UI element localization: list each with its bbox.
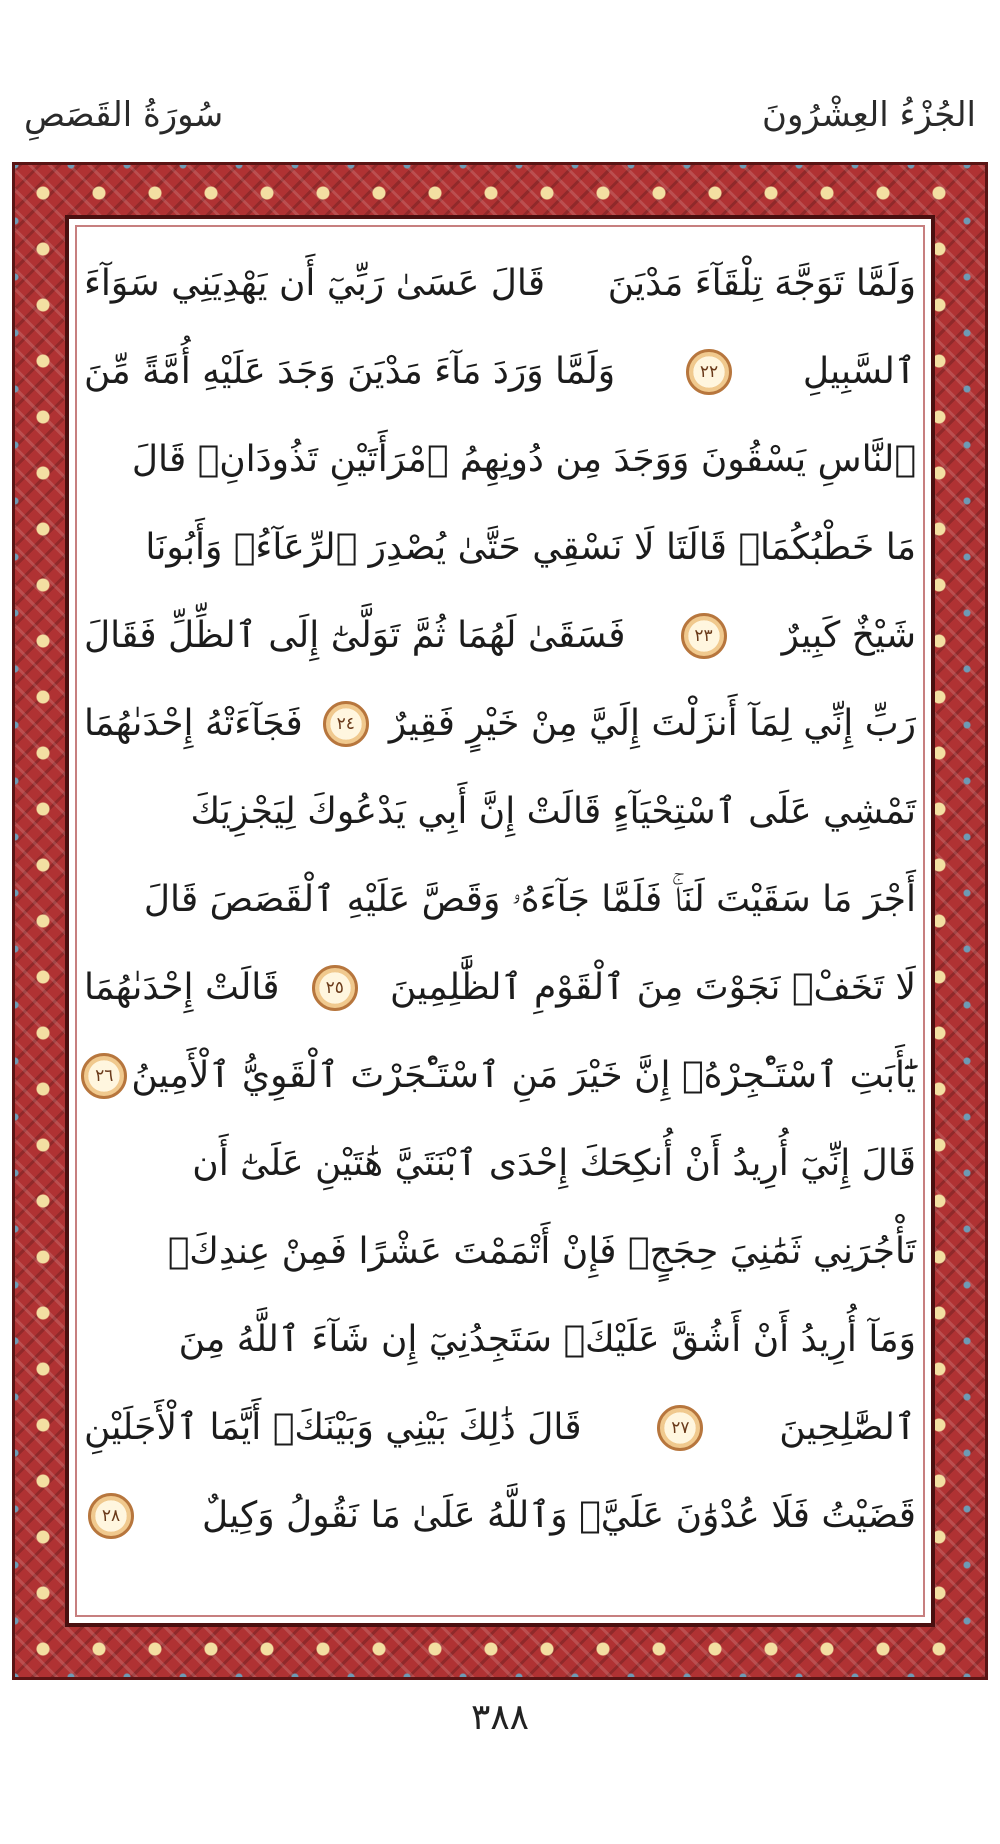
text-line-4 bbox=[84, 504, 916, 592]
text-segment: وَلَمَّا وَرَدَ مَآءَ مَدْيَنَ وَجَدَ عَلَيْهِ أُمَّةً مِّنَ bbox=[84, 351, 616, 392]
text-segment: قَضَيْتُ فَلَا عُدْوَٰنَ عَلَيَّۖ وَٱللَّهُ عَلَىٰ مَا نَقُولُ وَكِيلٌ bbox=[201, 1495, 916, 1536]
text-segment: قَالَتْ إِحْدَىٰهُمَا bbox=[84, 967, 280, 1008]
text-segment: يَٰٓأَبَتِ ٱسْتَـْٔجِرْهُۖ إِنَّ خَيْرَ مَنِ ٱسْتَـْٔجَرْتَ ٱلْقَوِيُّ ٱلْأَمِينُ bbox=[131, 1055, 916, 1096]
text-segment: وَلَمَّا تَوَجَّهَ تِلْقَآءَ مَدْيَنَ bbox=[607, 263, 916, 304]
text-segment: ٱلسَّبِيلِ bbox=[802, 351, 916, 392]
text-line-7 bbox=[84, 768, 916, 856]
verse-number-marker: ٢٨ bbox=[88, 1493, 134, 1539]
page-header bbox=[0, 0, 1000, 160]
verse-number-marker: ٢٧ bbox=[657, 1405, 703, 1451]
verse-number-marker: ٢٤ bbox=[323, 701, 369, 747]
text-segment: فَسَقَىٰ لَهُمَا ثُمَّ تَوَلَّىٰٓ إِلَى ٱلظِّلِّ فَقَالَ bbox=[84, 615, 626, 656]
text-line-13 bbox=[84, 1296, 916, 1384]
text-segment: ٱلصَّٰلِحِينَ bbox=[779, 1407, 916, 1448]
juz-title: الجُزْءُ العِشْرُونَ bbox=[762, 95, 976, 135]
text-line-12 bbox=[84, 1208, 916, 1296]
text-segment: مَا خَطْبُكُمَاۖ قَالَتَا لَا نَسْقِي حَتَّىٰ يُصْدِرَ ٱلرِّعَآءُۖ وَأَبُونَا bbox=[145, 527, 916, 568]
text-line-5 bbox=[84, 592, 916, 680]
text-line-3 bbox=[84, 416, 916, 504]
surah-title: سُورَةُ القَصَصِ bbox=[24, 95, 224, 135]
text-segment: رَبِّ إِنِّي لِمَآ أَنزَلْتَ إِلَيَّ مِنْ خَيْرٍ فَقِيرٌ bbox=[388, 703, 916, 744]
text-segment: وَمَآ أُرِيدُ أَنْ أَشُقَّ عَلَيْكَۚ سَتَجِدُنِيٓ إِن شَآءَ ٱللَّهُ مِنَ bbox=[178, 1319, 916, 1360]
text-segment: ٱلنَّاسِ يَسْقُونَ وَوَجَدَ مِن دُونِهِمُ ٱمْرَأَتَيْنِ تَذُودَانِۖ قَالَ bbox=[131, 439, 916, 480]
text-segment: لَا تَخَفْۖ نَجَوْتَ مِنَ ٱلْقَوْمِ ٱلظَّٰلِمِينَ bbox=[389, 967, 916, 1008]
text-segment: تَأْجُرَنِي ثَمَٰنِيَ حِجَجٍۖ فَإِنْ أَتْمَمْتَ عَشْرًا فَمِنْ عِندِكَۖ bbox=[167, 1231, 916, 1272]
text-line-1 bbox=[84, 240, 916, 328]
text-line-9 bbox=[84, 944, 916, 1032]
text-segment: تَمْشِي عَلَى ٱسْتِحْيَآءٍ قَالَتْ إِنَّ أَبِي يَدْعُوكَ لِيَجْزِيَكَ bbox=[190, 791, 916, 832]
text-segment: قَالَ ذَٰلِكَ بَيْنِي وَبَيْنَكَۖ أَيَّمَا ٱلْأَجَلَيْنِ bbox=[84, 1407, 582, 1448]
text-line-14 bbox=[84, 1384, 916, 1472]
text-segment: قَالَ عَسَىٰ رَبِّيٓ أَن يَهْدِيَنِي سَوَآءَ bbox=[84, 263, 546, 304]
verse-number-marker: ٢٢ bbox=[686, 349, 732, 395]
text-line-15 bbox=[84, 1472, 916, 1560]
verse-number-marker: ٢٥ bbox=[312, 965, 358, 1011]
verse-number-marker: ٢٦ bbox=[81, 1053, 127, 1099]
text-segment: قَالَ إِنِّيٓ أُرِيدُ أَنْ أُنكِحَكَ إِحْدَى ٱبْنَتَيَّ هَٰتَيْنِ عَلَىٰٓ أَن bbox=[192, 1143, 916, 1184]
text-segment: شَيْخٌ كَبِيرٌ bbox=[781, 615, 916, 656]
text-line-6 bbox=[84, 680, 916, 768]
verse-number-marker: ٢٣ bbox=[681, 613, 727, 659]
quran-text-block bbox=[84, 240, 916, 1648]
text-line-2 bbox=[84, 328, 916, 416]
page-number: ٣٨٨ bbox=[470, 1697, 529, 1738]
text-segment: فَجَآءَتْهُ إِحْدَىٰهُمَا bbox=[84, 703, 303, 744]
text-line-10 bbox=[84, 1032, 916, 1120]
text-line-11 bbox=[84, 1120, 916, 1208]
text-segment: أَجْرَ مَا سَقَيْتَ لَنَاۚ فَلَمَّا جَآءَهُۥ وَقَصَّ عَلَيْهِ ٱلْقَصَصَ قَالَ bbox=[143, 879, 916, 920]
text-line-8 bbox=[84, 856, 916, 944]
